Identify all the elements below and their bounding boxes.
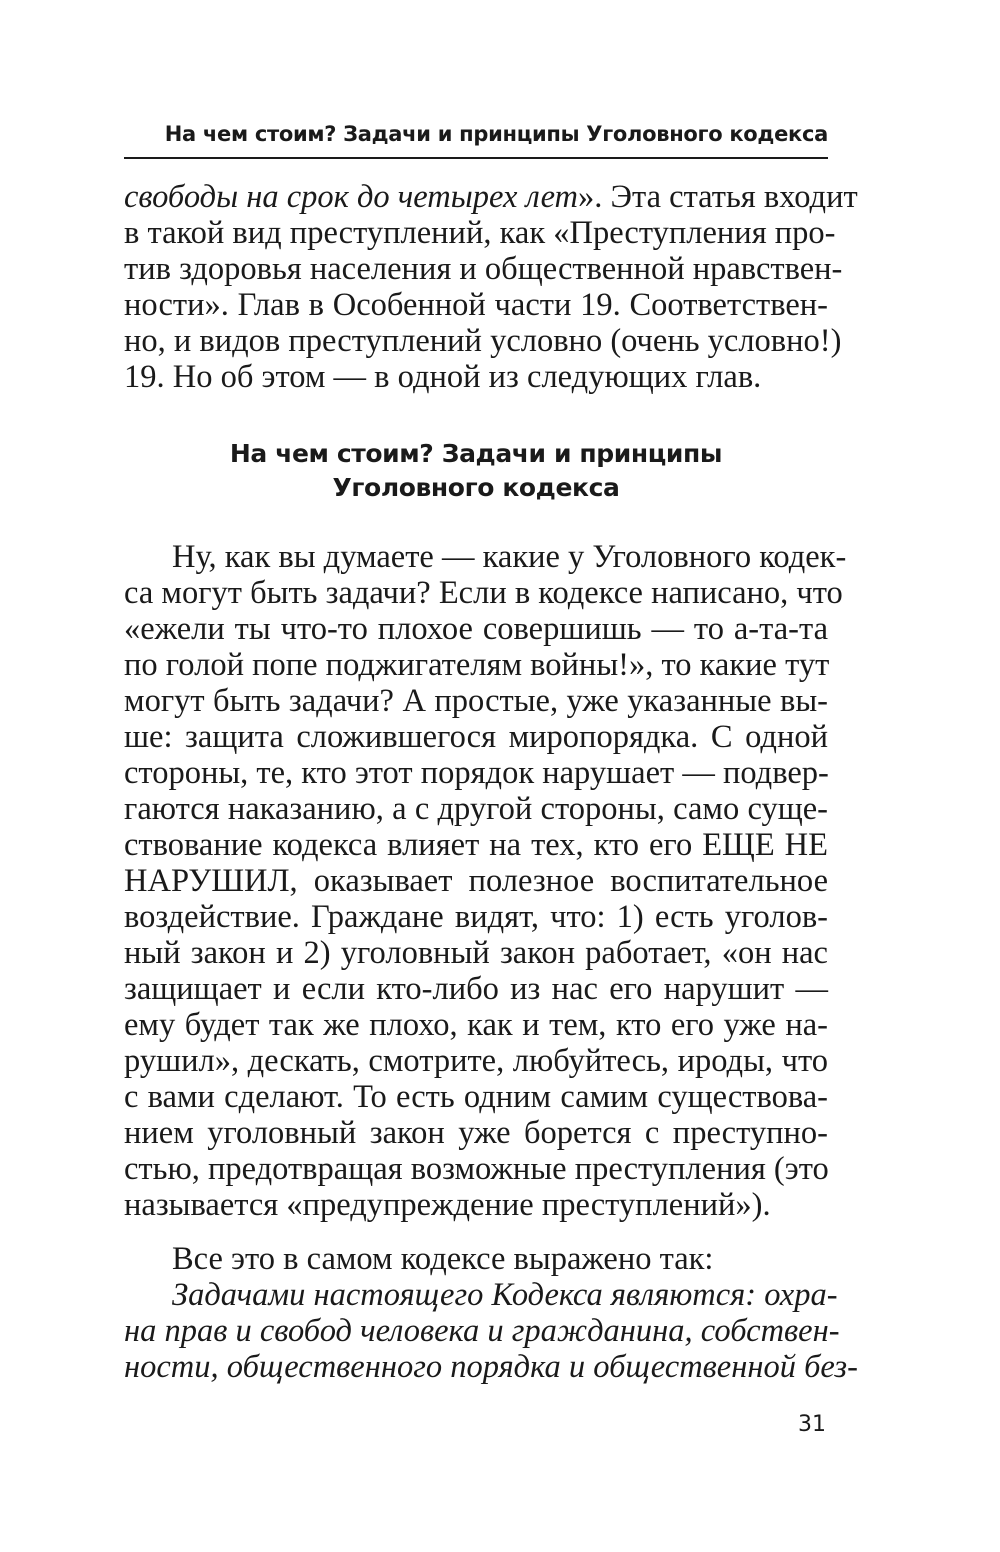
intro-italic-text: свободы на срок до четырех лет: [124, 179, 579, 215]
paragraph-line: нием уголовный закон уже борется с преступно-: [124, 1115, 828, 1151]
paragraph-line: рушил», дескать, смотрите, любуйтесь, ироды, что: [124, 1043, 828, 1079]
intro-line: ности». Глав в Особенной части 19. Соответствен-: [124, 287, 828, 323]
intro-line: тив здоровья населения и общественной нравствен-: [124, 251, 843, 287]
intro-line: в такой вид преступлений, как «Преступления про-: [124, 215, 836, 251]
paragraph-line: Все это в самом кодексе выражено так:: [172, 1241, 714, 1277]
paragraph-line: НАРУШИЛ, оказывает полезное воспитательное: [124, 863, 828, 899]
intro-line: 19. Но об этом — в одной из следующих глав.: [124, 359, 762, 395]
intro-line: [124, 179, 858, 215]
paragraph-line: ему будет так же плохо, как и тем, кто его уже на-: [124, 1007, 828, 1043]
paragraph-line: по голой попе поджигателям войны!», то какие тут: [124, 647, 830, 683]
paragraph-line: с вами сделают. То есть одним самим существова-: [124, 1079, 828, 1115]
header-rule: [124, 157, 828, 159]
paragraph-line: воздействие. Граждане видят, что: 1) есть уголов-: [124, 899, 828, 935]
paragraph-line: ный закон и 2) уголовный закон работает, «он нас: [124, 935, 828, 971]
paragraph-line: могут быть задачи? А простые, уже указанные вы-: [124, 683, 828, 719]
paragraph-line: стороны, те, кто этот порядок нарушает — подвер-: [124, 755, 829, 791]
quote-line: на прав и свобод человека и гражданина, собствен-: [124, 1313, 840, 1349]
paragraph-line: са могут быть задачи? Если в кодексе написано, что: [124, 575, 843, 611]
paragraph-line: ше: защита сложившегося миропорядка. С одной: [124, 719, 828, 755]
quote-line: ности, общественного порядка и общественной без-: [124, 1349, 858, 1385]
paragraph-line: Ну, как вы думаете — какие у Уголовного кодек-: [172, 539, 847, 575]
paragraph-line: называется «предупреждение преступлений»).: [124, 1187, 771, 1223]
paragraph-line: ствование кодекса влияет на тех, кто его ЕЩЕ НЕ: [124, 827, 828, 863]
paragraph-line: защищает и если кто-либо из нас его нарушит —: [124, 971, 828, 1007]
running-header: На чем стоим? Задачи и принципы Уголовного кодекса: [164, 122, 828, 146]
paragraph-line: «ежели ты что-то плохое совершишь — то а-та-та: [124, 611, 828, 647]
paragraph-line: гаются наказанию, а с другой стороны, само суще-: [124, 791, 828, 827]
page-number: 31: [798, 1412, 826, 1437]
section-heading: На чем стоим? Задачи и принципы: [229, 439, 723, 468]
paragraph-line: стью, предотвращая возможные преступления (это: [124, 1151, 829, 1187]
section-heading: Уголовного кодекса: [332, 473, 620, 502]
intro-line: но, и видов преступлений условно (очень условно!): [124, 323, 842, 359]
intro-text: ». Эта статья входит: [578, 179, 858, 215]
quote-line: Задачами настоящего Кодекса являются: охра-: [172, 1277, 838, 1313]
